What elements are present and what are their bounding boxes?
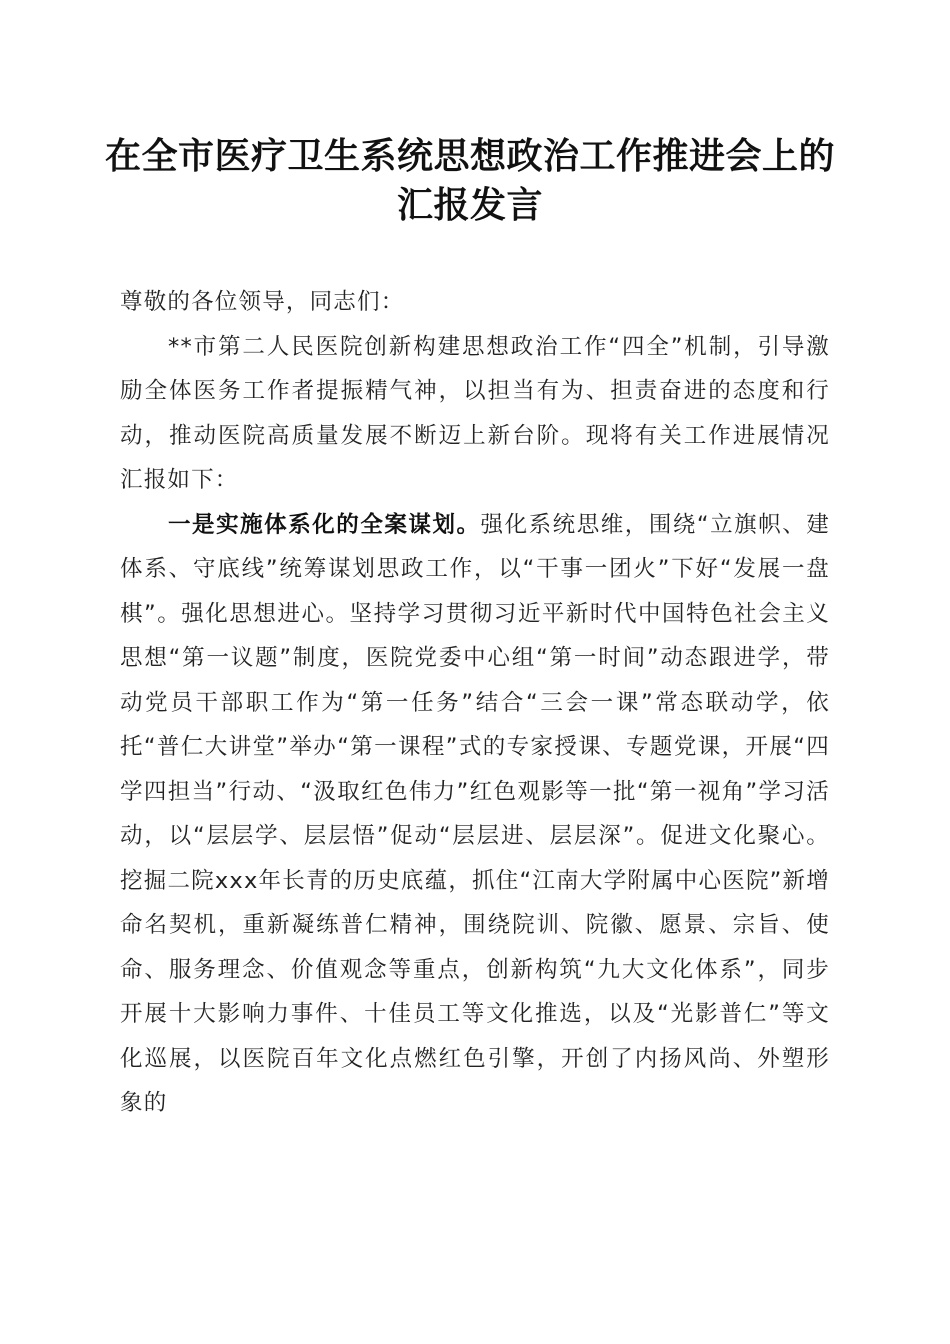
section-1-heading: 一是实施体系化的全案谋划。	[168, 511, 481, 538]
document-title	[100, 132, 840, 230]
section-1-paragraph	[120, 503, 830, 1126]
document-body	[120, 280, 830, 1126]
title-line-2: 汇报发言	[396, 184, 543, 226]
intro-paragraph: **市第二人民医院创新构建思想政治工作“四全”机制，引导激励全体医务工作者提振精气神，以担当有为、担责奋进的态度和行动，推动医院高质量发展不断迈上新台阶。现将有关工作进展情况汇报如下：	[120, 333, 830, 493]
section-1-body: 强化系统思维，围绕“立旗帜、建体系、守底线”统筹谋划思政工作，以“干事一团火”下好“发展一盘棋”。强化思想进心。坚持学习贯彻习近平新时代中国特色社会主义思想“第一议题”制度，医院党委中心组“第一时间”动态跟进学，带动党员干部职工作为“第一任务”结合“三会一课”常态联动学，依托“普仁大讲堂”举办“第一课程”式的专家授课、专题党课，开展“四学四担当”行动、“汲取红色伟力”红色观影等一批“第一视角”学习活动，以“层层学、层层悟”促动“层层进、层层深”。促进文化聚心。挖掘二院xxx年长青的历史底蕴，抓住“江南大学附属中心医院”新增命名契机，重新凝练普仁精神，围绕院训、院徽、愿景、宗旨、使命、服务理念、价值观念等重点，创新构筑“九大文化体系”，同步开展十大影响力事件、十佳员工等文化推选，以及“光影普仁”等文化巡展，以医院百年文化点燃红色引擎，开创了内扬风尚、外塑形象的	[120, 511, 830, 1116]
salutation: 尊敬的各位领导，同志们：	[120, 289, 405, 315]
title-line-1: 在全市医疗卫生系统思想政治工作推进会上的	[104, 135, 835, 177]
